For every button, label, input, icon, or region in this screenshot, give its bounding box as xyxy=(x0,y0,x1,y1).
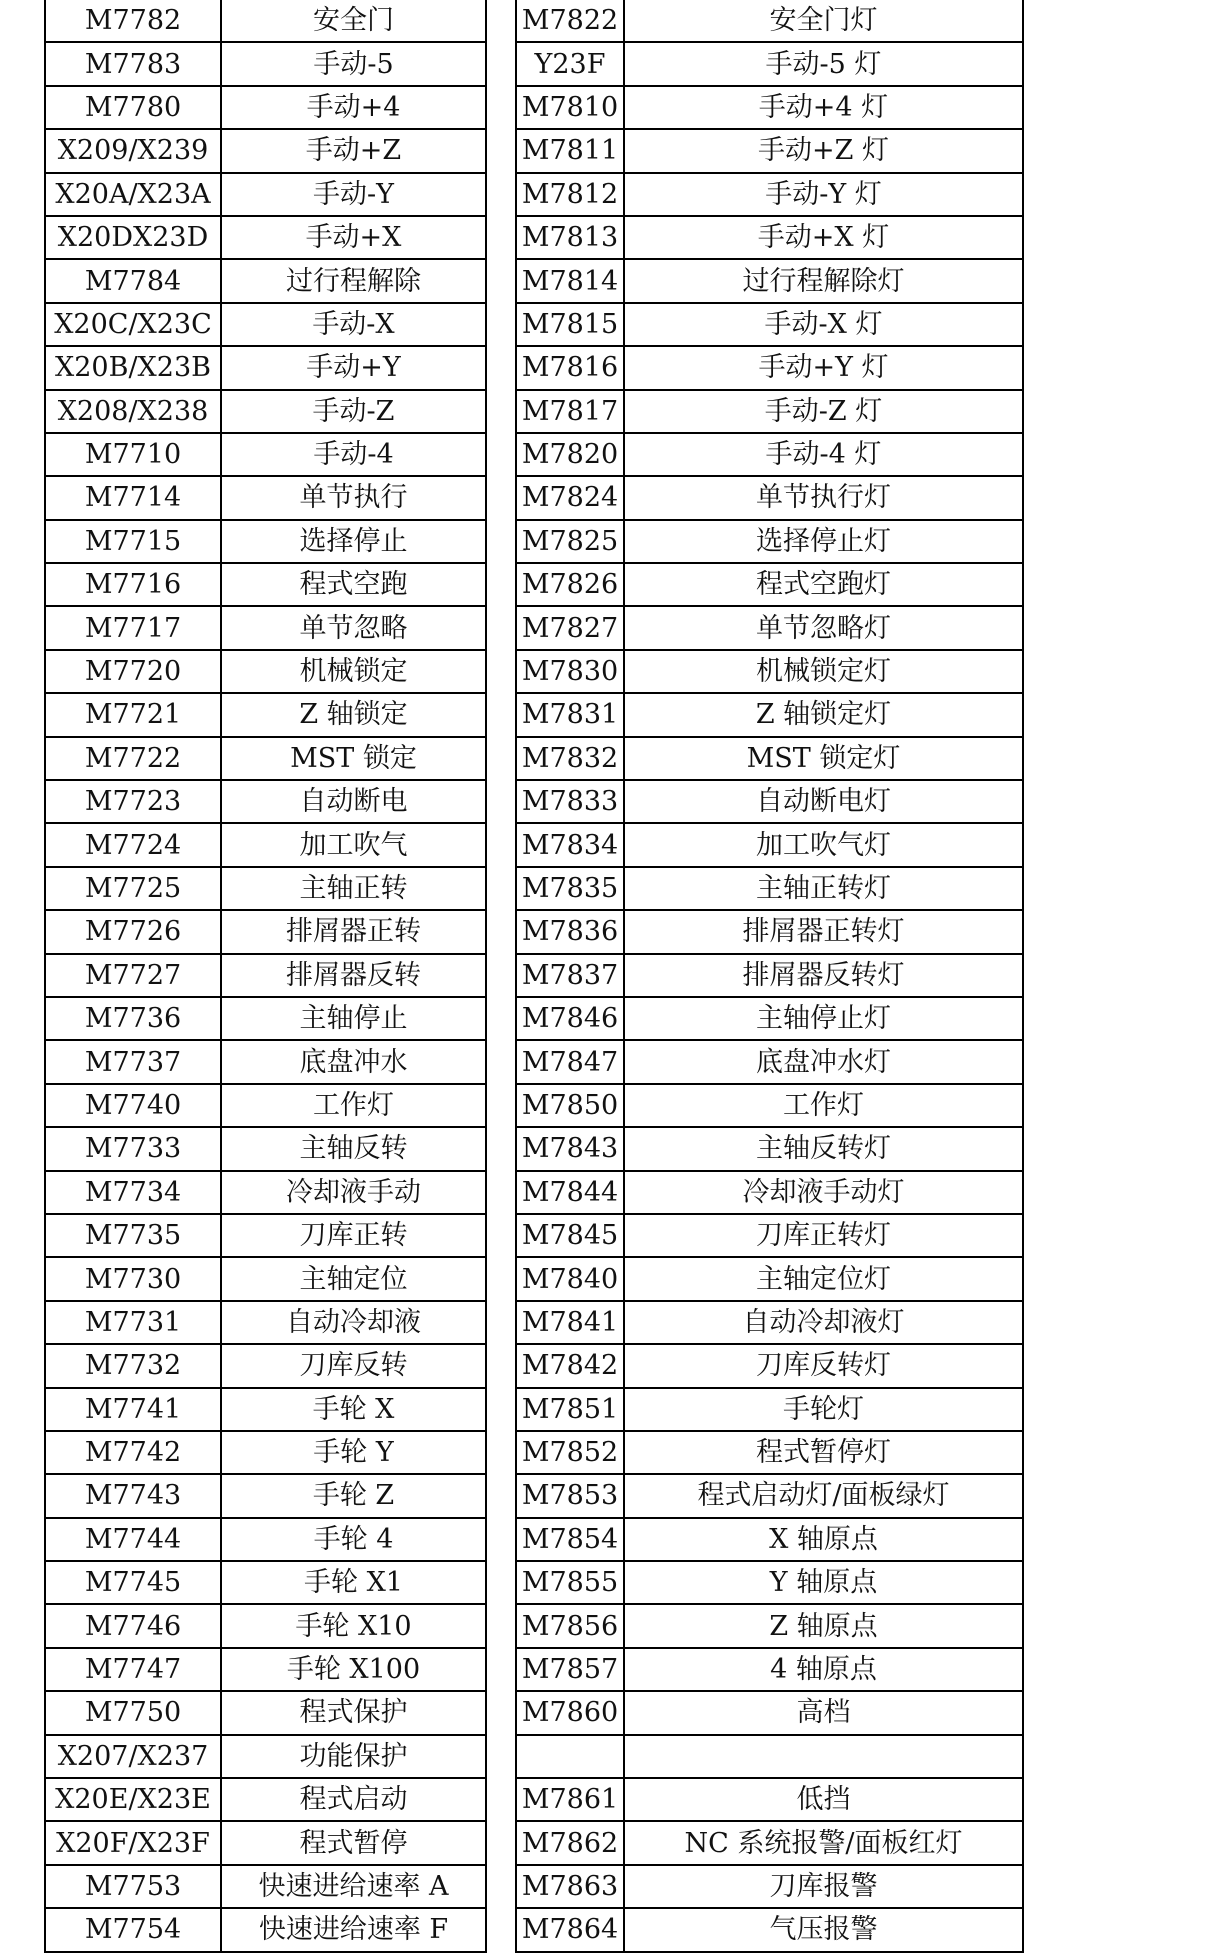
output-function-cell: 程式启动灯/面板绿灯 xyxy=(624,1474,1023,1517)
input-address-cell: M7747 xyxy=(45,1648,221,1691)
output-function-cell: 主轴反转灯 xyxy=(624,1127,1023,1170)
table-row xyxy=(45,606,1023,649)
output-address-cell: M7812 xyxy=(516,173,624,216)
input-function-cell: 程式启动 xyxy=(221,1778,486,1821)
table-row xyxy=(45,823,1023,866)
output-function-cell: 手动-Z 灯 xyxy=(624,390,1023,433)
input-address-cell: M7737 xyxy=(45,1040,221,1083)
table-row xyxy=(45,1821,1023,1864)
column-gap xyxy=(486,1691,516,1734)
output-function-cell: 手动+Y 灯 xyxy=(624,346,1023,389)
column-gap xyxy=(486,1561,516,1604)
column-gap xyxy=(486,1214,516,1257)
column-gap xyxy=(486,780,516,823)
input-address-cell: M7754 xyxy=(45,1908,221,1951)
input-address-cell: M7715 xyxy=(45,520,221,563)
input-address-cell: M7783 xyxy=(45,42,221,85)
input-function-cell: 手轮 Z xyxy=(221,1474,486,1517)
output-function-cell: 手动+X 灯 xyxy=(624,216,1023,259)
output-address-cell: M7863 xyxy=(516,1865,624,1908)
column-gap xyxy=(486,1127,516,1170)
table-row xyxy=(45,910,1023,953)
input-function-cell: 手动-X xyxy=(221,303,486,346)
output-address-cell: M7864 xyxy=(516,1908,624,1951)
column-gap xyxy=(486,954,516,997)
output-function-cell: 排屑器正转灯 xyxy=(624,910,1023,953)
input-function-cell: 过行程解除 xyxy=(221,259,486,302)
output-function-cell: Y 轴原点 xyxy=(624,1561,1023,1604)
table-row xyxy=(45,86,1023,129)
output-address-cell: M7845 xyxy=(516,1214,624,1257)
column-gap xyxy=(486,1301,516,1344)
output-address-cell: M7854 xyxy=(516,1518,624,1561)
table-row xyxy=(45,1735,1023,1778)
output-function-cell: 手轮灯 xyxy=(624,1388,1023,1431)
output-address-cell: M7855 xyxy=(516,1561,624,1604)
input-function-cell: 手动-4 xyxy=(221,433,486,476)
output-address-cell: M7810 xyxy=(516,86,624,129)
input-function-cell: 安全门 xyxy=(221,0,486,42)
input-address-cell: M7780 xyxy=(45,86,221,129)
column-gap xyxy=(486,1604,516,1647)
input-address-cell: M7736 xyxy=(45,997,221,1040)
input-function-cell: 刀库正转 xyxy=(221,1214,486,1257)
output-function-cell: 气压报警 xyxy=(624,1908,1023,1951)
input-function-cell: 工作灯 xyxy=(221,1084,486,1127)
input-address-cell: X20DX23D xyxy=(45,216,221,259)
column-gap xyxy=(486,997,516,1040)
output-function-cell: MST 锁定灯 xyxy=(624,737,1023,780)
column-gap xyxy=(486,650,516,693)
input-address-cell: M7717 xyxy=(45,606,221,649)
output-function-cell: 安全门灯 xyxy=(624,0,1023,42)
input-address-cell: M7721 xyxy=(45,693,221,736)
column-gap xyxy=(486,1084,516,1127)
table-row xyxy=(45,1691,1023,1734)
output-function-cell: 排屑器反转灯 xyxy=(624,954,1023,997)
output-function-cell: 选择停止灯 xyxy=(624,520,1023,563)
input-address-cell: M7735 xyxy=(45,1214,221,1257)
table-row xyxy=(45,433,1023,476)
input-address-cell: M7746 xyxy=(45,1604,221,1647)
input-address-cell: M7730 xyxy=(45,1257,221,1300)
column-gap xyxy=(486,823,516,866)
table-row xyxy=(45,1604,1023,1647)
input-function-cell: 主轴反转 xyxy=(221,1127,486,1170)
output-address-cell: M7850 xyxy=(516,1084,624,1127)
table-row xyxy=(45,997,1023,1040)
io-signal-table xyxy=(44,0,1024,1953)
input-function-cell: 机械锁定 xyxy=(221,650,486,693)
input-address-cell: M7753 xyxy=(45,1865,221,1908)
output-address-cell: M7815 xyxy=(516,303,624,346)
table-row xyxy=(45,259,1023,302)
input-function-cell: 排屑器反转 xyxy=(221,954,486,997)
table-row xyxy=(45,1518,1023,1561)
output-address-cell: M7857 xyxy=(516,1648,624,1691)
output-address-cell: M7817 xyxy=(516,390,624,433)
column-gap xyxy=(486,1778,516,1821)
column-gap xyxy=(486,129,516,172)
column-gap xyxy=(486,1344,516,1387)
input-address-cell: M7722 xyxy=(45,737,221,780)
output-function-cell: 机械锁定灯 xyxy=(624,650,1023,693)
output-function-cell: 主轴定位灯 xyxy=(624,1257,1023,1300)
input-function-cell: 程式暂停 xyxy=(221,1821,486,1864)
output-function-cell: 工作灯 xyxy=(624,1084,1023,1127)
table-row xyxy=(45,1865,1023,1908)
table-row xyxy=(45,303,1023,346)
output-function-cell: 冷却液手动灯 xyxy=(624,1171,1023,1214)
output-address-cell: M7826 xyxy=(516,563,624,606)
input-function-cell: 手轮 X100 xyxy=(221,1648,486,1691)
input-function-cell: 冷却液手动 xyxy=(221,1171,486,1214)
input-function-cell: 手动-5 xyxy=(221,42,486,85)
column-gap xyxy=(486,520,516,563)
output-function-cell: 过行程解除灯 xyxy=(624,259,1023,302)
table-row xyxy=(45,216,1023,259)
output-address-cell: M7853 xyxy=(516,1474,624,1517)
input-function-cell: 手动+4 xyxy=(221,86,486,129)
input-address-cell: M7732 xyxy=(45,1344,221,1387)
input-function-cell: 刀库反转 xyxy=(221,1344,486,1387)
output-address-cell: M7842 xyxy=(516,1344,624,1387)
output-address-cell: M7824 xyxy=(516,476,624,519)
output-function-cell: 程式空跑灯 xyxy=(624,563,1023,606)
column-gap xyxy=(486,563,516,606)
output-function-cell: 低挡 xyxy=(624,1778,1023,1821)
input-function-cell: 快速进给速率 A xyxy=(221,1865,486,1908)
table-row xyxy=(45,780,1023,823)
column-gap xyxy=(486,259,516,302)
output-address-cell: M7852 xyxy=(516,1431,624,1474)
column-gap xyxy=(486,1171,516,1214)
input-function-cell: 单节忽略 xyxy=(221,606,486,649)
table-row xyxy=(45,1171,1023,1214)
table-row xyxy=(45,1648,1023,1691)
output-function-cell: X 轴原点 xyxy=(624,1518,1023,1561)
column-gap xyxy=(486,42,516,85)
table-row xyxy=(45,1778,1023,1821)
column-gap xyxy=(486,346,516,389)
input-function-cell: 单节执行 xyxy=(221,476,486,519)
input-address-cell: X208/X238 xyxy=(45,390,221,433)
column-gap xyxy=(486,1908,516,1951)
output-address-cell: M7827 xyxy=(516,606,624,649)
output-function-cell: 高档 xyxy=(624,1691,1023,1734)
input-address-cell: X20E/X23E xyxy=(45,1778,221,1821)
input-function-cell: 主轴停止 xyxy=(221,997,486,1040)
input-address-cell: X207/X237 xyxy=(45,1735,221,1778)
table-row xyxy=(45,129,1023,172)
output-function-cell: NC 系统报警/面板红灯 xyxy=(624,1821,1023,1864)
input-function-cell: 排屑器正转 xyxy=(221,910,486,953)
input-address-cell: M7733 xyxy=(45,1127,221,1170)
column-gap xyxy=(486,1648,516,1691)
output-address-cell: M7840 xyxy=(516,1257,624,1300)
output-function-cell: 4 轴原点 xyxy=(624,1648,1023,1691)
output-address-cell: M7820 xyxy=(516,433,624,476)
output-address-cell: M7831 xyxy=(516,693,624,736)
input-address-cell: M7744 xyxy=(45,1518,221,1561)
output-address-cell: M7847 xyxy=(516,1040,624,1083)
column-gap xyxy=(486,606,516,649)
output-function-cell: 单节忽略灯 xyxy=(624,606,1023,649)
column-gap xyxy=(486,86,516,129)
input-address-cell: M7784 xyxy=(45,259,221,302)
input-function-cell: 功能保护 xyxy=(221,1735,486,1778)
input-function-cell: 选择停止 xyxy=(221,520,486,563)
input-address-cell: M7745 xyxy=(45,1561,221,1604)
input-function-cell: 手动+Z xyxy=(221,129,486,172)
output-function-cell: 底盘冲水灯 xyxy=(624,1040,1023,1083)
input-function-cell: 手动-Y xyxy=(221,173,486,216)
input-function-cell: 手轮 X xyxy=(221,1388,486,1431)
input-function-cell: MST 锁定 xyxy=(221,737,486,780)
input-function-cell: 加工吹气 xyxy=(221,823,486,866)
output-function-cell: 加工吹气灯 xyxy=(624,823,1023,866)
output-address-cell: M7830 xyxy=(516,650,624,693)
output-function-cell: 自动冷却液灯 xyxy=(624,1301,1023,1344)
input-function-cell: 自动冷却液 xyxy=(221,1301,486,1344)
output-function-cell: 手动-4 灯 xyxy=(624,433,1023,476)
column-gap xyxy=(486,1735,516,1778)
output-function-cell: 手动-5 灯 xyxy=(624,42,1023,85)
table-row xyxy=(45,1344,1023,1387)
output-address-cell: M7856 xyxy=(516,1604,624,1647)
input-address-cell: M7716 xyxy=(45,563,221,606)
input-address-cell: M7731 xyxy=(45,1301,221,1344)
output-address-cell: M7844 xyxy=(516,1171,624,1214)
input-function-cell: 手轮 X10 xyxy=(221,1604,486,1647)
output-address-cell: Y23F xyxy=(516,42,624,85)
output-function-cell: 刀库报警 xyxy=(624,1865,1023,1908)
column-gap xyxy=(486,216,516,259)
output-function-cell: 手动-Y 灯 xyxy=(624,173,1023,216)
output-function-cell xyxy=(624,1735,1023,1778)
table-row xyxy=(45,173,1023,216)
table-row xyxy=(45,1127,1023,1170)
input-address-cell: M7714 xyxy=(45,476,221,519)
table-row xyxy=(45,954,1023,997)
table-row xyxy=(45,476,1023,519)
table-row xyxy=(45,563,1023,606)
input-address-cell: M7782 xyxy=(45,0,221,42)
output-address-cell: M7846 xyxy=(516,997,624,1040)
table-row xyxy=(45,650,1023,693)
output-function-cell: 主轴正转灯 xyxy=(624,867,1023,910)
input-address-cell: M7727 xyxy=(45,954,221,997)
input-address-cell: M7734 xyxy=(45,1171,221,1214)
output-address-cell: M7860 xyxy=(516,1691,624,1734)
input-address-cell: M7741 xyxy=(45,1388,221,1431)
table-row xyxy=(45,693,1023,736)
output-function-cell: Z 轴原点 xyxy=(624,1604,1023,1647)
output-address-cell: M7835 xyxy=(516,867,624,910)
input-function-cell: Z 轴锁定 xyxy=(221,693,486,736)
output-address-cell: M7825 xyxy=(516,520,624,563)
input-function-cell: 手轮 4 xyxy=(221,1518,486,1561)
input-function-cell: 手动+X xyxy=(221,216,486,259)
table-row xyxy=(45,1301,1023,1344)
output-address-cell: M7851 xyxy=(516,1388,624,1431)
input-function-cell: 底盘冲水 xyxy=(221,1040,486,1083)
column-gap xyxy=(486,476,516,519)
output-address-cell: M7862 xyxy=(516,1821,624,1864)
column-gap xyxy=(486,303,516,346)
input-address-cell: M7726 xyxy=(45,910,221,953)
input-function-cell: 程式空跑 xyxy=(221,563,486,606)
output-function-cell: Z 轴锁定灯 xyxy=(624,693,1023,736)
input-address-cell: M7742 xyxy=(45,1431,221,1474)
output-address-cell: M7843 xyxy=(516,1127,624,1170)
input-address-cell: X20B/X23B xyxy=(45,346,221,389)
input-function-cell: 手动+Y xyxy=(221,346,486,389)
output-function-cell: 刀库正转灯 xyxy=(624,1214,1023,1257)
output-function-cell: 主轴停止灯 xyxy=(624,997,1023,1040)
input-address-cell: M7725 xyxy=(45,867,221,910)
table-row xyxy=(45,1388,1023,1431)
output-address-cell: M7832 xyxy=(516,737,624,780)
output-function-cell: 手动+Z 灯 xyxy=(624,129,1023,172)
output-function-cell: 自动断电灯 xyxy=(624,780,1023,823)
input-address-cell: M7743 xyxy=(45,1474,221,1517)
table-row xyxy=(45,346,1023,389)
output-address-cell: M7811 xyxy=(516,129,624,172)
input-function-cell: 主轴定位 xyxy=(221,1257,486,1300)
table-row xyxy=(45,390,1023,433)
output-function-cell: 手动+4 灯 xyxy=(624,86,1023,129)
column-gap xyxy=(486,1518,516,1561)
output-address-cell: M7833 xyxy=(516,780,624,823)
output-address-cell: M7814 xyxy=(516,259,624,302)
column-gap xyxy=(486,0,516,42)
table-row xyxy=(45,867,1023,910)
column-gap xyxy=(486,1474,516,1517)
table-row xyxy=(45,1214,1023,1257)
output-address-cell: M7861 xyxy=(516,1778,624,1821)
output-address-cell: M7822 xyxy=(516,0,624,42)
table-row xyxy=(45,737,1023,780)
table-row xyxy=(45,1474,1023,1517)
input-address-cell: X209/X239 xyxy=(45,129,221,172)
table-row xyxy=(45,1084,1023,1127)
column-gap xyxy=(486,1257,516,1300)
input-address-cell: M7724 xyxy=(45,823,221,866)
input-function-cell: 主轴正转 xyxy=(221,867,486,910)
table-row xyxy=(45,1040,1023,1083)
table-row xyxy=(45,1561,1023,1604)
output-function-cell: 程式暂停灯 xyxy=(624,1431,1023,1474)
input-function-cell: 手轮 X1 xyxy=(221,1561,486,1604)
column-gap xyxy=(486,1040,516,1083)
column-gap xyxy=(486,910,516,953)
input-function-cell: 快速进给速率 F xyxy=(221,1908,486,1951)
input-address-cell: M7720 xyxy=(45,650,221,693)
input-address-cell: X20F/X23F xyxy=(45,1821,221,1864)
column-gap xyxy=(486,1388,516,1431)
input-address-cell: X20C/X23C xyxy=(45,303,221,346)
input-address-cell: M7740 xyxy=(45,1084,221,1127)
output-function-cell: 刀库反转灯 xyxy=(624,1344,1023,1387)
output-address-cell: M7816 xyxy=(516,346,624,389)
output-address-cell: M7834 xyxy=(516,823,624,866)
table-row xyxy=(45,1257,1023,1300)
column-gap xyxy=(486,1431,516,1474)
column-gap xyxy=(486,1821,516,1864)
input-address-cell: X20A/X23A xyxy=(45,173,221,216)
column-gap xyxy=(486,390,516,433)
output-address-cell: M7836 xyxy=(516,910,624,953)
input-function-cell: 手动-Z xyxy=(221,390,486,433)
output-function-cell: 手动-X 灯 xyxy=(624,303,1023,346)
input-address-cell: M7750 xyxy=(45,1691,221,1734)
table-row xyxy=(45,520,1023,563)
column-gap xyxy=(486,1865,516,1908)
output-function-cell: 单节执行灯 xyxy=(624,476,1023,519)
column-gap xyxy=(486,737,516,780)
output-address-cell: M7841 xyxy=(516,1301,624,1344)
output-address-cell: M7813 xyxy=(516,216,624,259)
table-row xyxy=(45,1908,1023,1951)
column-gap xyxy=(486,867,516,910)
column-gap xyxy=(486,173,516,216)
column-gap xyxy=(486,433,516,476)
table-row xyxy=(45,42,1023,85)
input-address-cell: M7723 xyxy=(45,780,221,823)
input-function-cell: 手轮 Y xyxy=(221,1431,486,1474)
io-signal-table-body xyxy=(45,0,1023,1952)
input-function-cell: 程式保护 xyxy=(221,1691,486,1734)
table-row xyxy=(45,0,1023,42)
table-row xyxy=(45,1431,1023,1474)
input-address-cell: M7710 xyxy=(45,433,221,476)
input-function-cell: 自动断电 xyxy=(221,780,486,823)
output-address-cell xyxy=(516,1735,624,1778)
output-address-cell: M7837 xyxy=(516,954,624,997)
column-gap xyxy=(486,693,516,736)
